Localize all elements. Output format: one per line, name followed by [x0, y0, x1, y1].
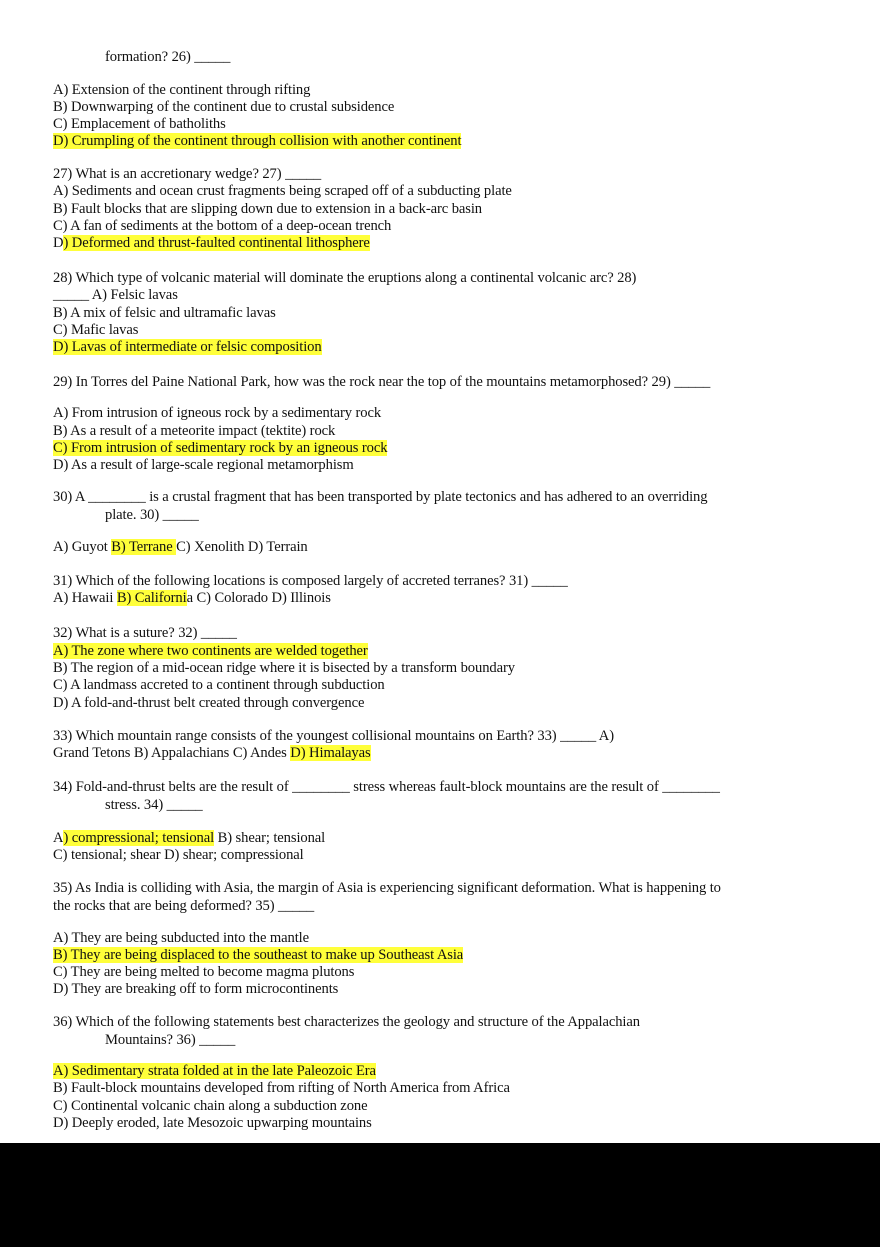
text-line	[53, 660, 515, 677]
text-segment: B) Fault blocks that are slipping down due to extension in a back-arc basin	[53, 201, 482, 217]
text-segment: 31) Which of the following locations is composed largely of accreted terranes? 31) _____	[53, 573, 568, 589]
text-line	[53, 183, 512, 200]
text-segment: _____ A) Felsic lavas	[53, 287, 178, 303]
text-line	[53, 539, 308, 556]
text-line	[53, 830, 325, 847]
text-line	[53, 133, 461, 150]
text-line	[53, 1098, 367, 1115]
text-line	[53, 116, 226, 133]
text-segment: B) A mix of felsic and ultramafic lavas	[53, 305, 276, 321]
highlighted-answer: ) compressional; tensional	[63, 830, 215, 846]
text-segment: A) Sediments and ocean crust fragments being scraped off of a subducting plate	[53, 183, 512, 199]
text-segment: C) Continental volcanic chain along a subduction zone	[53, 1098, 368, 1114]
text-segment: A) They are being subducted into the mantle	[53, 930, 310, 946]
text-line	[53, 847, 304, 864]
text-segment: C) Xenolith D) Terrain	[176, 539, 308, 555]
text-line	[53, 235, 370, 252]
text-segment: 36) Which of the following statements best characterizes the geology and structure of the Appalachian	[53, 1014, 640, 1030]
text-segment: C) A landmass accreted to a continent through subduction	[53, 677, 385, 693]
text-segment: 28) Which type of volcanic material will dominate the eruptions along a continental volcanic arc? 28)	[53, 270, 637, 286]
text-line	[53, 166, 321, 183]
text-segment: plate. 30) _____	[105, 507, 199, 523]
text-line	[53, 964, 354, 981]
text-line	[53, 270, 636, 287]
text-line	[53, 82, 310, 99]
text-line	[53, 1080, 510, 1097]
text-line	[53, 305, 276, 322]
text-segment: D) Deeply eroded, late Mesozoic upwarping mountains	[53, 1115, 372, 1131]
text-line	[53, 1115, 372, 1132]
text-line	[53, 947, 463, 964]
text-segment: D) As a result of large-scale regional metamorphism	[53, 457, 354, 473]
text-line	[105, 49, 230, 66]
text-line	[53, 287, 178, 304]
text-line	[53, 489, 707, 506]
bottom-black-band	[0, 1143, 880, 1247]
text-segment: 27) What is an accretionary wedge? 27) _____	[53, 166, 322, 182]
text-line	[53, 423, 335, 440]
text-segment: A) Hawaii	[53, 590, 117, 606]
text-segment: 33) Which mountain range consists of the youngest collisional mountains on Earth? 33) _____ A)	[53, 728, 615, 744]
text-line	[53, 339, 322, 356]
highlighted-answer: B) They are being displaced to the southeast to make up Southeast Asia	[53, 947, 464, 963]
text-segment: formation? 26) _____	[105, 49, 231, 65]
text-segment: 30) A ________ is a crustal fragment that has been transported by plate tectonics and has adhered to an overriding	[53, 489, 708, 505]
highlighted-answer: C) From intrusion of sedimentary rock by an igneous rock	[53, 440, 388, 456]
text-segment: C) A fan of sediments at the bottom of a deep-ocean trench	[53, 218, 392, 234]
text-line	[53, 1014, 640, 1031]
text-segment: B) shear; tensional	[214, 830, 326, 846]
text-line	[53, 405, 381, 422]
text-segment: B) Downwarping of the continent due to crustal subsidence	[53, 99, 395, 115]
highlighted-answer: D) Himalayas	[290, 745, 371, 761]
highlighted-answer: D) Lavas of intermediate or felsic composition	[53, 339, 322, 355]
text-line	[105, 507, 199, 524]
text-line	[105, 797, 203, 814]
text-segment: 29) In Torres del Paine National Park, how was the rock near the top of the mountains metamorphosed? 29) _____	[53, 374, 711, 390]
text-segment: A) From intrusion of igneous rock by a sedimentary rock	[53, 405, 382, 421]
highlighted-answer: A) Sedimentary strata folded at in the late Paleozoic Era	[53, 1063, 376, 1079]
text-line	[53, 218, 391, 235]
text-line	[53, 440, 387, 457]
highlighted-answer: ) Deformed and thrust-faulted continental lithosphere	[63, 235, 370, 251]
text-segment: 34) Fold-and-thrust belts are the result of ________ stress whereas fault-block mountains are the result of ________	[53, 779, 720, 795]
text-line	[53, 99, 394, 116]
text-line	[53, 625, 237, 642]
text-line	[53, 779, 720, 796]
text-segment: the rocks that are being deformed? 35) _____	[53, 898, 315, 914]
text-segment: D	[53, 235, 64, 251]
text-segment: B) The region of a mid-ocean ridge where it is bisected by a transform boundary	[53, 660, 515, 676]
text-segment: a C) Colorado D) Illinois	[186, 590, 331, 606]
text-line	[53, 745, 371, 762]
text-segment: D) They are breaking off to form microcontinents	[53, 981, 339, 997]
text-line	[53, 573, 568, 590]
text-line	[53, 457, 354, 474]
text-segment: Grand Tetons B) Appalachians C) Andes	[53, 745, 291, 761]
text-line	[53, 880, 721, 897]
text-segment: C) Emplacement of batholiths	[53, 116, 226, 132]
highlighted-answer: B) Californi	[116, 590, 187, 606]
text-segment: C) tensional; shear D) shear; compressional	[53, 847, 304, 863]
text-line	[53, 981, 338, 998]
text-line	[105, 1032, 235, 1049]
text-line	[53, 677, 385, 694]
text-line	[53, 930, 309, 947]
highlighted-answer: A) The zone where two continents are welded together	[53, 643, 368, 659]
text-segment: B) Fault-block mountains developed from rifting of North America from Africa	[53, 1080, 510, 1096]
text-line	[53, 695, 364, 712]
text-segment: Mountains? 36) _____	[105, 1032, 236, 1048]
text-segment: 32) What is a suture? 32) _____	[53, 625, 237, 641]
highlighted-answer: B) Terrane	[111, 539, 177, 555]
text-line	[53, 322, 138, 339]
text-line	[53, 643, 368, 660]
text-line	[53, 1063, 376, 1080]
highlighted-answer: D) Crumpling of the continent through collision with another continent	[53, 133, 462, 149]
text-segment: A	[53, 830, 64, 846]
text-line	[53, 898, 314, 915]
text-segment: C) They are being melted to become magma plutons	[53, 964, 355, 980]
text-segment: B) As a result of a meteorite impact (tektite) rock	[53, 423, 336, 439]
text-line	[53, 728, 614, 745]
text-segment: D) A fold-and-thrust belt created through convergence	[53, 695, 365, 711]
text-segment: C) Mafic lavas	[53, 322, 139, 338]
text-segment: A) Guyot	[53, 539, 112, 555]
text-segment: A) Extension of the continent through rifting	[53, 82, 311, 98]
text-line	[53, 201, 482, 218]
text-line	[53, 590, 331, 607]
text-line	[53, 374, 710, 391]
text-segment: stress. 34) _____	[105, 797, 203, 813]
text-segment: 35) As India is colliding with Asia, the margin of Asia is experiencing significant deformation. What is happening to	[53, 880, 721, 896]
